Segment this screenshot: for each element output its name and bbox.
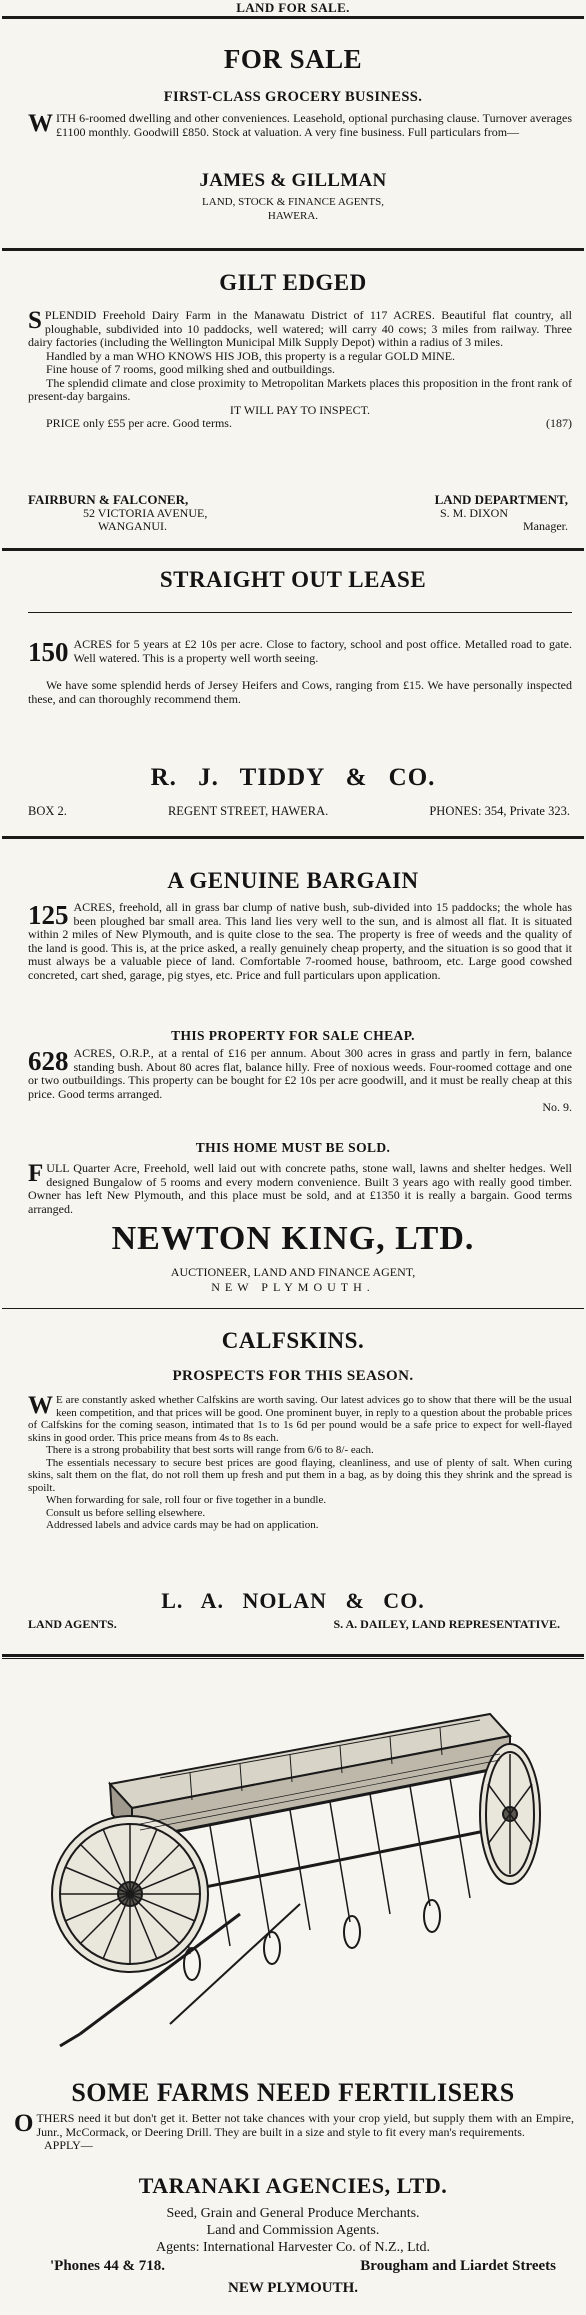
ad4-ref: No. 9. (542, 1100, 572, 1114)
ad4-agent: NEWTON KING, LTD. (111, 1220, 475, 1257)
ad2-dropcap: S (28, 307, 42, 334)
ad4-title: A GENUINE BARGAIN (167, 868, 419, 893)
ad1-agent-desc: LAND, STOCK & FINANCE AGENTS, (202, 196, 384, 208)
divider (2, 1308, 584, 1309)
ad6-title: SOME FARMS NEED FERTILISERS (71, 2078, 515, 2107)
section-header: LAND FOR SALE. (236, 0, 350, 15)
ad2-agent-right: LAND DEPARTMENT, (434, 492, 568, 507)
ad6-body: OTHERS need it but don't get it. Better not take chances with your crop yield, but supply them with an Empire, Junr., McCormack, or Deering Drill. They are built in a size and style to fit every man's requirements. APPLY— (14, 2110, 574, 2152)
ad2-agents: FAIRBURN & FALCONER, LAND DEPARTMENT, 52 VICTORIA AVENUE, S. M. DIXON WANGANUI. Manager. (28, 492, 568, 533)
ad6-contact: 'Phones 44 & 718. Brougham and Liardet Streets (50, 2258, 556, 2274)
ad4-town: NEW PLYMOUTH. (211, 1280, 375, 1294)
divider (2, 836, 584, 839)
ad6-dropcap: O (14, 2110, 34, 2137)
ad6-town: NEW PLYMOUTH. (227, 2280, 359, 2296)
ad5-agent: L. A. NOLAN & CO. (161, 1588, 425, 1613)
ad1-town: HAWERA. (267, 210, 319, 222)
ad2-body: SPLENDID Freehold Dairy Farm in the Manawatu District of 117 ACRES. Beautiful flat country, all ploughable, subdivided into 10 paddocks, well watered; will carry 40 cows; 3 miles from railway. Three dairy factories (including the Wellington Municipal Milk Supply Depot) within a radius of 3 miles. Handled by a man WHO KNOWS HIS JOB, this property is a regular GOLD MINE. Fine house of 7 rooms, good milking shed and outbuildings. The splendid climate and close proximity to Metropolitan Markets places this proposition in the front rank of present-day bargains. IT WILL PAY TO INSPECT. PRICE only £55 per acre. Good terms. (187) (28, 307, 572, 430)
ad5-title: CALFSKINS. (221, 1328, 365, 1353)
ad4-sub1: THIS PROPERTY FOR SALE CHEAP. (171, 1028, 415, 1043)
ad3-acre-number: 150 (28, 637, 69, 667)
divider (28, 612, 572, 613)
ad6-details: Seed, Grain and General Produce Merchants. Land and Commission Agents. Agents: International Harvester Co. of N.Z., Ltd. (155, 2206, 431, 2255)
ad2-agent-left: FAIRBURN & FALCONER, (28, 492, 189, 507)
divider (2, 548, 584, 551)
ad4-body1: 125 ACRES, freehold, all in grass bar clump of native bush, sub-divided into 15 paddocks; the whole has been ploughed bar small area. This land lies very well to the sun, and is almost all flat. It is situated within 2 miles of New Plymouth, and is quite close to the sea. The property is free of weeds and the quality of the land is good. This is, at the price asked, a really genuinely cheap property, and the situation is so good that it must always be a valuable piece of land. Comfortable 7-roomed house, bathroom, etc. Large good cowshed concreted, cart shed, garage, pig styes, etc. Price and full particulars upon application. (28, 900, 572, 982)
ad2-title: GILT EDGED (219, 270, 367, 295)
ad3-body: 150 ACRES for 5 years at £2 10s per acre. Close to factory, school and post office. Metalled road to gate. Well watered. This is a property well worth seeing. We have some splendid herds of Jersey Heifers and Cows, ranging from £15. We have personally inspected these, and can thoroughly recommend them. (28, 637, 572, 706)
ad5-body: W E are constantly asked whether Calfskins are worth saving. Our latest advices go to show that there will be the usual keen competition, and that prices will be good. One prominent buyer, in reply to a question about the probable prices of Calfskins for the coming season, intimated that 1s to 1s 6d per pound would be a safe price to expect for well-flayed skins in good order. This price means from 4s to 8s each. There is a strong probability that best sorts will range from 6/6 to 8/- each. The essentials necessary to secure best prices are good flaying, cleanliness, and use of plenty of salt. When curing skins, salt them on the flat, do not roll them up fresh and put them in a bag, as by doing this they shrink and the spread is spoilt. When forwarding for sale, roll four or five together in a bundle. Consult us before selling elsewhere. Addressed labels and advice cards may be had on application. (28, 1392, 572, 1531)
ad4-body3: FULL Quarter Acre, Freehold, well laid out with concrete paths, stone wall, lawns and shelter hedges. Well designed Bungalow of 5 rooms and every modern convenience. Built 3 years ago with really good timber. Owner has left New Plymouth, and this place must be sold, and at £1350 it is really a bargain. Good terms arranged. (28, 1160, 572, 1216)
ad1-agent: JAMES & GILLMAN (199, 170, 387, 191)
ad1-title: FOR SALE (223, 44, 363, 74)
ad4-dropcap: F (28, 1160, 44, 1187)
ad4-body2: 628 ACRES, O.R.P., at a rental of £16 per annum. About 300 acres in grass and partly in fern, balance standing bush. About 80 acres flat, balance hilly. Free of noxious weeds. Four-roomed cottage and one or two outbuildings. This property can be bought for £2 10s per acre goodwill, and it must be really cheap at this price. Good terms arranged. No. 9. (28, 1046, 572, 1114)
ad5-roles: LAND AGENTS. S. A. DAILEY, LAND REPRESENTATIVE. (28, 1617, 560, 1631)
seed-drill-illustration (40, 1674, 546, 2058)
ad4-acre-number-1: 125 (28, 900, 69, 930)
ad1-body: WITH 6-roomed dwelling and other conveniences. Leasehold, optional purchasing clause. Turnover averages £1100 monthly. Goodwill £850. Stock at valuation. A very fine business. Full particulars from— (28, 110, 572, 139)
ad4-agent-desc: AUCTIONEER, LAND AND FINANCE AGENT, (170, 1265, 416, 1279)
ad4-acre-number-2: 628 (28, 1046, 69, 1076)
divider (2, 1654, 584, 1659)
ad3-agent: R. J. TIDDY & CO. (150, 764, 436, 791)
divider (2, 16, 584, 19)
ad1-subtitle: FIRST-CLASS GROCERY BUSINESS. (163, 89, 423, 105)
ad5-dropcap: W (28, 1392, 53, 1419)
ad4-sub2: THIS HOME MUST BE SOLD. (195, 1140, 391, 1155)
ad6-agent: TARANAKI AGENCIES, LTD. (138, 2173, 448, 2198)
ad1-dropcap: W (28, 110, 53, 137)
seed-drill-icon (40, 1674, 546, 2058)
ad5-subtitle: PROSPECTS FOR THIS SEASON. (172, 1368, 414, 1384)
divider (2, 248, 584, 251)
ad3-title: STRAIGHT OUT LEASE (159, 567, 427, 592)
ad3-contact: BOX 2. REGENT STREET, HAWERA. PHONES: 354, Private 323. (28, 804, 570, 818)
